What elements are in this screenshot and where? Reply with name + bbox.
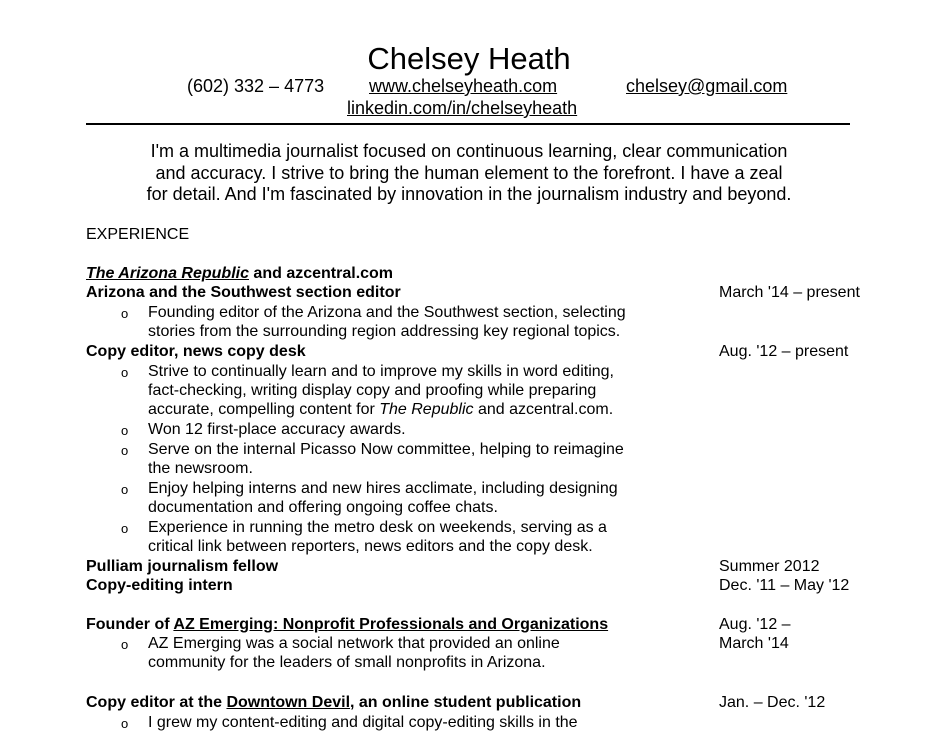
bullet-text: fact-checking, writing display copy and proofing while preparing <box>148 382 597 399</box>
bullet-icon: o <box>121 443 129 458</box>
section-heading-experience: EXPERIENCE <box>86 226 190 243</box>
bullet-icon: o <box>121 306 129 321</box>
job-dates: March '14 – present <box>719 284 860 301</box>
website-link[interactable]: www.chelseyheath.com <box>369 76 558 96</box>
job-dates: Summer 2012 <box>719 558 820 575</box>
bullet-text: Strive to continually learn and to improve my skills in word editing, <box>148 363 614 380</box>
founder-heading <box>86 615 608 635</box>
bullet-icon: o <box>121 637 129 652</box>
devil-suffix: , an online student publication <box>350 694 582 711</box>
bullet-text: the newsroom. <box>148 460 253 477</box>
bullet-text: Founding editor of the Arizona and the Southwest section, selecting <box>148 304 626 321</box>
bullet-text-part: accurate, compelling content for <box>148 401 380 418</box>
bullet-icon: o <box>121 423 129 438</box>
job-dates: Aug. '12 – present <box>719 343 849 360</box>
bullet-text: Experience in running the metro desk on weekends, serving as a <box>148 519 607 536</box>
phone-number: (602) 332 – 4773 <box>187 76 325 96</box>
devil-heading <box>86 693 581 713</box>
bullet-text: Serve on the internal Picasso Now committee, helping to reimagine <box>148 441 624 458</box>
bullet-text: critical link between reporters, news editors and the copy desk. <box>148 538 593 555</box>
job-title: Arizona and the Southwest section editor <box>86 284 401 301</box>
bullet-text: stories from the surrounding region addressing key regional topics. <box>148 323 621 340</box>
bullet-text <box>148 400 613 420</box>
bullet-text: community for the leaders of small nonprofits in Arizona. <box>148 654 546 671</box>
linkedin-link[interactable]: linkedin.com/in/chelseyheath <box>347 98 578 118</box>
bullet-icon: o <box>121 365 129 380</box>
job-dates: Aug. '12 – <box>719 616 791 633</box>
bullet-text: Enjoy helping interns and new hires acclimate, including designing <box>148 480 618 497</box>
job-title: Pulliam journalism fellow <box>86 558 279 575</box>
header-divider <box>86 123 850 125</box>
bullet-text: documentation and offering ongoing coffee chats. <box>148 499 498 516</box>
bullet-icon: o <box>121 716 129 731</box>
bullet-icon: o <box>121 482 129 497</box>
publication-link[interactable]: Downtown Devil <box>226 694 351 711</box>
job-dates: Dec. '11 – May '12 <box>719 577 850 594</box>
employer-suffix: and azcentral.com <box>248 265 394 282</box>
publication-name: The Republic <box>379 401 474 418</box>
bullet-icon: o <box>121 521 129 536</box>
job-dates: March '14 <box>719 635 789 652</box>
job-title: Copy editor, news copy desk <box>86 343 306 360</box>
employer-link[interactable]: The Arizona Republic <box>86 265 249 282</box>
job-title: Copy-editing intern <box>86 577 233 594</box>
resume-name: Chelsey Heath <box>367 41 571 76</box>
summary-paragraph <box>0 141 938 206</box>
bullet-text: Won 12 first-place accuracy awards. <box>148 421 406 438</box>
bullet-text: I grew my content-editing and digital copy-editing skills in the <box>148 714 578 731</box>
summary-line: I'm a multimedia journalist focused on continuous learning, clear communication <box>150 141 788 161</box>
employer-heading <box>86 264 393 284</box>
devil-prefix: Copy editor at the <box>86 694 227 711</box>
founder-prefix: Founder of <box>86 616 174 633</box>
bullet-text-part: and azcentral.com. <box>473 401 614 418</box>
job-dates: Jan. – Dec. '12 <box>719 694 826 711</box>
bullet-text: AZ Emerging was a social network that provided an online <box>148 635 560 652</box>
summary-line: and accuracy. I strive to bring the human element to the forefront. I have a zeal <box>155 162 783 183</box>
email-link[interactable]: chelsey@gmail.com <box>626 76 788 96</box>
org-link[interactable]: AZ Emerging: Nonprofit Professionals and Organizations <box>173 616 609 633</box>
summary-line: for detail. And I'm fascinated by innovation in the journalism industry and beyond. <box>146 184 792 204</box>
